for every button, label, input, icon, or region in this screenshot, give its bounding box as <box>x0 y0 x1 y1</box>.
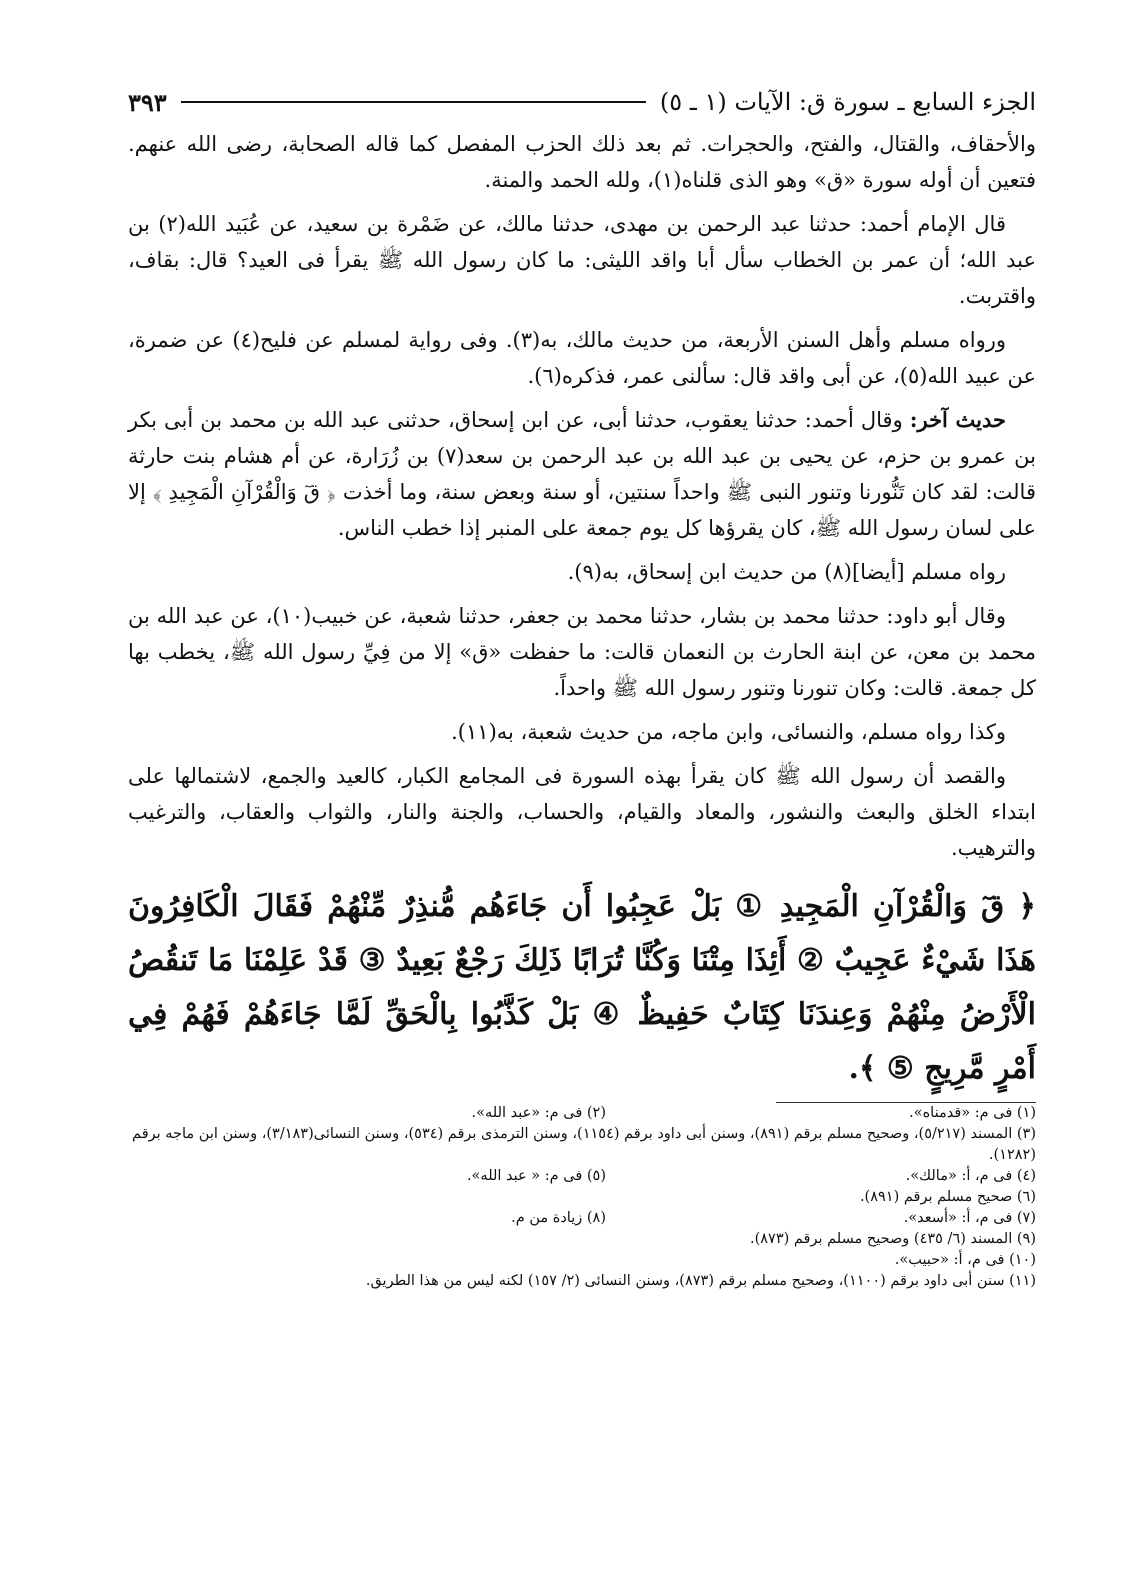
footnote: (٧) فى م، أ: «أسعد». <box>903 1210 1036 1226</box>
footnote: (١) فى م: «قدمناه». <box>909 1105 1036 1121</box>
paragraph: وكذا رواه مسلم، والنسائى، وابن ماجه، من حديث شعبة، به(١١). <box>451 720 1006 744</box>
footnote-row <box>128 1250 1036 1271</box>
header-title: الجزء السابع ـ سورة ق: الآيات (١ ـ ٥) <box>659 88 1036 116</box>
footnotes <box>128 1103 1036 1292</box>
footnote-row <box>128 1103 1036 1124</box>
paragraph: رواه مسلم [أيضا](٨) من حديث ابن إسحاق، به(٩). <box>567 560 1006 584</box>
paragraph: وقال أبو داود: حدثنا محمد بن بشار، حدثنا محمد بن جعفر، حدثنا شعبة، عن خبيب(١٠)، عن عبد الله بن محمد بن معن، عن ابنة الحارث بن النعمان قالت: ما حفظت «ق» إلا من فِيِّ رسول الله ﷺ، يخطب بها كل جمعة. قالت: وكان تنورنا وتنور رسول الله ﷺ واحداً. <box>128 604 1036 700</box>
paragraph: والأحقاف، والقتال، والفتح، والحجرات. ثم بعد ذلك الحزب المفصل كما قاله الصحابة، رضى الله عنهم. فتعين أن أوله سورة «ق» وهو الذى قلناه(١)، ولله الحمد والمنة. <box>128 132 1036 192</box>
footnote: (٢) فى م: «عبد الله». <box>471 1105 606 1121</box>
footnote: (١٠) فى م، أ: «حبيب». <box>894 1252 1036 1268</box>
footnote: (١١) سنن أبى داود برقم (١١٠٠)، وصحيح مسلم برقم (٨٧٣)، وسنن النسائى (٢/ ١٥٧) لكنه ليس من هذا الطريق. <box>365 1273 1036 1289</box>
paragraph: والقصد أن رسول الله ﷺ كان يقرأ بهذه السورة فى المجامع الكبار، كالعيد والجمع، لاشتمالها على ابتداء الخلق والبعث والنشور، والمعاد والقيام، والحساب، والجنة والنار، والثواب والعقاب، والترغيب والترهيب. <box>128 764 1036 860</box>
header-rule <box>181 101 646 103</box>
footnote: (٦) صحيح مسلم برقم (٨٩١). <box>859 1189 1036 1205</box>
paragraph-text: وقال أحمد: حدثنا يعقوب، حدثنا أبى، عن ابن إسحاق، حدثنى عبد الله بن محمد بن أبى بكر بن عمرو بن حزم، عن يحيى بن عبد الله بن عبد الرحمن بن سعد(٧) بن زُرَارة، عن أم هشام بنت حارثة قالت: لقد كان تَنُّورنا وتنور النبى ﷺ واحداً سنتين، أو سنة وبعض سنة، وما أخذت ﴿ قٓ وَالْقُرْآنِ الْمَجِيدِ ﴾ إلا على لسان رسول الله ﷺ، كان يقرؤها كل يوم جمعة على المنبر إذا خطب الناس. <box>128 408 1037 540</box>
footnote: (٨) زيادة من م. <box>511 1210 606 1226</box>
paragraph <box>128 402 1036 546</box>
quran-verse-block: ﴿ قٓ وَالْقُرْآنِ الْمَجِيدِ ① بَلْ عَجِبُوا أَن جَاءَهُم مُّنذِرٌ مِّنْهُمْ فَقَالَ الْكَافِرُونَ هَذَا شَيْءٌ عَجِيبٌ ② أَئِذَا مِتْنَا وَكُنَّا تُرَابًا ذَلِكَ رَجْعٌ بَعِيدٌ ③ قَدْ عَلِمْنَا مَا تَنقُصُ الْأَرْضُ مِنْهُمْ وَعِندَنَا كِتَابٌ حَفِيظٌ ④ بَلْ كَذَّبُوا بِالْحَقِّ لَمَّا جَاءَهُمْ فَهُمْ فِي أَمْرٍ مَّرِيجٍ ⑤ ﴾. <box>128 889 1036 1086</box>
footnote: (٩) المسند (٦/ ٤٣٥) وصحيح مسلم برقم (٨٧٣). <box>749 1231 1036 1247</box>
paragraph-lead: حديث آخر: <box>909 407 1007 432</box>
main-text <box>128 126 1036 866</box>
running-header <box>128 82 1036 122</box>
paragraph: قال الإمام أحمد: حدثنا عبد الرحمن بن مهدى، حدثنا مالك، عن ضَمْرة بن سعيد، عن عُبَيد الله(٢) بن عبد الله؛ أن عمر بن الخطاب سأل أبا واقد الليثى: ما كان رسول الله ﷺ يقرأ فى العيد؟ قال: بقاف، واقتربت. <box>128 212 1036 308</box>
footnote-row <box>128 1208 1036 1229</box>
page-number: ٣٩٣ <box>128 87 167 117</box>
paragraph: ورواه مسلم وأهل السنن الأربعة، من حديث مالك، به(٣). وفى رواية لمسلم عن فليح(٤) عن ضمرة، عن عبيد الله(٥)، عن أبى واقد قال: سألنى عمر، فذكره(٦). <box>128 328 1036 388</box>
footnote: (٣) المسند (٥/٢١٧)، وصحيح مسلم برقم (٨٩١)، وسنن أبى داود برقم (١١٥٤)، وسنن الترمذى برقم (٥٣٤)، وسنن النسائى(٣/١٨٣)، وسنن ابن ماجه برقم (١٢٨٢). <box>132 1126 1036 1163</box>
footnote-row <box>128 1187 1036 1208</box>
footnote-row <box>128 1166 1036 1187</box>
footnote-row <box>128 1271 1036 1292</box>
footnote: (٤) فى م، أ: «مالك». <box>905 1168 1036 1184</box>
footnote-row <box>128 1229 1036 1250</box>
footnote: (٥) فى م: « عبد الله». <box>466 1168 606 1184</box>
